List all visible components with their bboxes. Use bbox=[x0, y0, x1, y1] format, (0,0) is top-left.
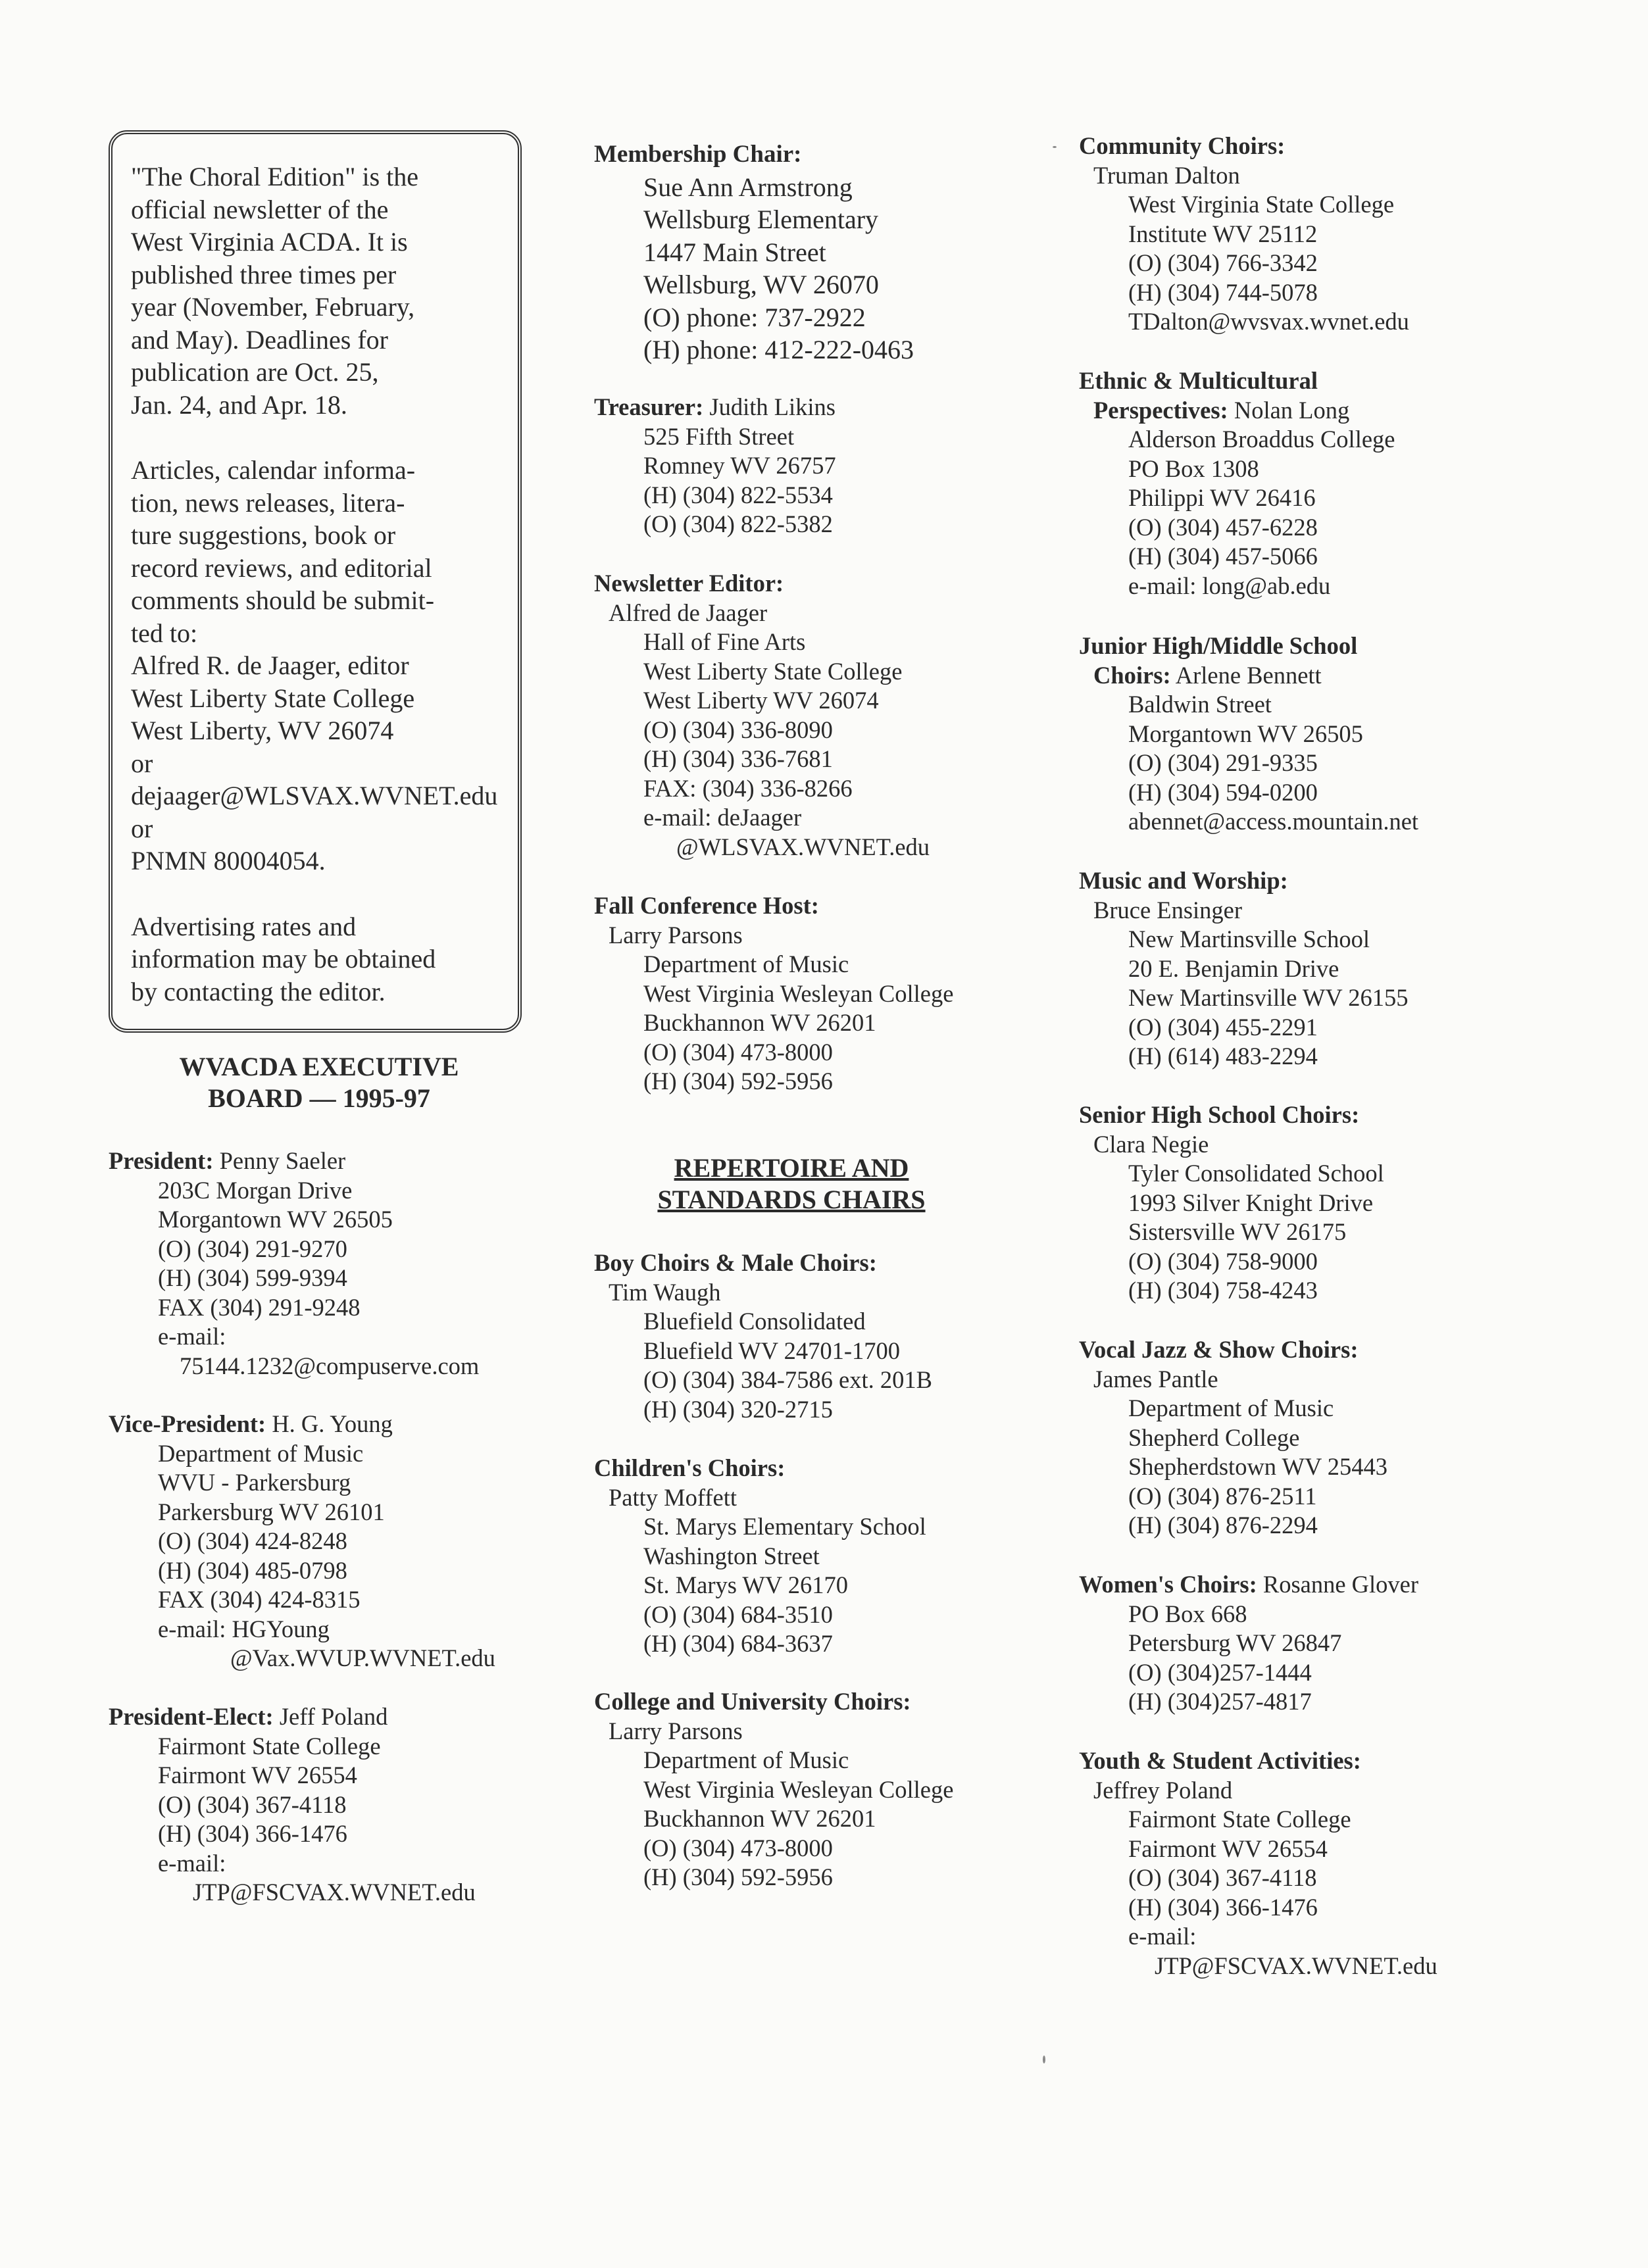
address-line: New Martinsville School bbox=[1128, 925, 1370, 952]
chair-name: James Pantle bbox=[1093, 1365, 1218, 1393]
address-line: Bluefield WV 24701-1700 bbox=[643, 1337, 900, 1364]
phone-line: (H) (304) 599-9394 bbox=[158, 1264, 347, 1291]
chair-name: Alfred de Jaager bbox=[609, 599, 768, 626]
email-label: e-mail: bbox=[158, 1323, 226, 1350]
phone-line: (H) (304) 366-1476 bbox=[158, 1820, 347, 1847]
phone-line: (O) (304) 455-2291 bbox=[1128, 1013, 1318, 1041]
address-line: Shepherdstown WV 25443 bbox=[1128, 1453, 1388, 1480]
email-address: JTP@FSCVAX.WVNET.edu bbox=[1155, 1952, 1437, 1979]
address-line: Washington Street bbox=[643, 1542, 820, 1569]
chair-role: Membership Chair: bbox=[594, 141, 802, 168]
phone-line: (O) (304) 876-2511 bbox=[1128, 1482, 1317, 1510]
fax-line: FAX (304) 291-9248 bbox=[158, 1293, 361, 1321]
chair-role: Women's Choirs: bbox=[1079, 1571, 1257, 1598]
phone-line: (H) (304) 592-5956 bbox=[643, 1068, 833, 1095]
scan-speck bbox=[1043, 2056, 1045, 2063]
chair-role: Ethnic & Multicultural bbox=[1079, 367, 1318, 394]
address-line: Department of Music bbox=[643, 1746, 849, 1773]
address-line: Department of Music bbox=[643, 950, 849, 977]
fall-conference-host bbox=[594, 891, 953, 1097]
phone-line: (H) (304)257-4817 bbox=[1128, 1688, 1312, 1715]
chair-role: Music and Worship: bbox=[1079, 867, 1288, 894]
phone-line: (O) (304) 457-6228 bbox=[1128, 513, 1318, 541]
address-line: Parkersburg WV 26101 bbox=[158, 1498, 385, 1525]
scan-speck bbox=[1053, 146, 1057, 148]
email-address: TDalton@wvsvax.wvnet.edu bbox=[1128, 308, 1409, 335]
address-line: West Virginia Wesleyan College bbox=[643, 979, 954, 1007]
chair-name: Rosanne Glover bbox=[1262, 1571, 1419, 1598]
address-line: West Liberty WV 26074 bbox=[643, 687, 879, 714]
address-line: Romney WV 26757 bbox=[643, 452, 836, 479]
chair-name: Tim Waugh bbox=[609, 1278, 721, 1306]
chair-vocal-jazz bbox=[1079, 1335, 1387, 1541]
phone-line: (O) (304) 384-7586 ext. 201B bbox=[643, 1366, 932, 1393]
address-line: Wellsburg Elementary bbox=[643, 205, 879, 234]
chair-music-worship bbox=[1079, 866, 1408, 1072]
chair-name: Arlene Bennett bbox=[1175, 661, 1322, 689]
email-address: e-mail: long@ab.edu bbox=[1128, 572, 1331, 599]
chair-role: Treasurer: bbox=[594, 393, 704, 420]
email-address: JTP@FSCVAX.WVNET.edu bbox=[193, 1879, 476, 1906]
chair-role: Fall Conference Host: bbox=[594, 892, 819, 919]
chair-womens-choirs bbox=[1079, 1570, 1418, 1717]
chair-role: Children's Choirs: bbox=[594, 1454, 786, 1481]
chair-boy-choirs bbox=[594, 1248, 932, 1424]
phone-line: (H) (304) 822-5534 bbox=[643, 481, 833, 508]
address-line: Buckhannon WV 26201 bbox=[643, 1805, 876, 1832]
phone-line: (H) (304) 485-0798 bbox=[158, 1556, 347, 1584]
officer-role: President-Elect: bbox=[109, 1703, 274, 1730]
address-line: Fairmont State College bbox=[1128, 1806, 1351, 1833]
address-line: PO Box 1308 bbox=[1128, 455, 1259, 482]
newsletter-editor bbox=[594, 569, 930, 862]
email-label: e-mail: deJaager bbox=[643, 804, 802, 831]
phone-line: (H) (304) 366-1476 bbox=[1128, 1893, 1318, 1921]
phone-line: (H) (304) 758-4243 bbox=[1128, 1277, 1318, 1304]
address-line: Shepherd College bbox=[1128, 1423, 1300, 1451]
chair-senior-high bbox=[1079, 1100, 1384, 1306]
address-line: Wellsburg, WV 26070 bbox=[643, 270, 879, 299]
officer-name: H. G. Young bbox=[272, 1410, 393, 1437]
chair-role-continued: Choirs: bbox=[1093, 661, 1171, 689]
chair-community-choirs bbox=[1079, 132, 1409, 337]
address-line: Department of Music bbox=[158, 1439, 364, 1467]
address-line: 525 Fifth Street bbox=[643, 422, 795, 450]
email-address: abennet@access.mountain.net bbox=[1128, 808, 1419, 835]
chair-childrens-choirs bbox=[594, 1454, 926, 1659]
phone-line: (H) (304) 744-5078 bbox=[1128, 278, 1318, 306]
chair-name: Nolan Long bbox=[1234, 396, 1350, 424]
phone-line: (H) (304) 320-2715 bbox=[643, 1395, 833, 1423]
address-line: WVU - Parkersburg bbox=[158, 1469, 351, 1496]
address-line: Morgantown WV 26505 bbox=[158, 1206, 393, 1233]
chair-role: Community Choirs: bbox=[1079, 132, 1286, 159]
address-line: Morgantown WV 26505 bbox=[1128, 720, 1363, 747]
address-line: Department of Music bbox=[1128, 1394, 1334, 1421]
officer-name: Penny Saeler bbox=[219, 1147, 346, 1174]
chair-name: Bruce Ensinger bbox=[1093, 896, 1243, 924]
address-line: St. Marys WV 26170 bbox=[643, 1571, 848, 1598]
phone-line: (H) (614) 483-2294 bbox=[1128, 1043, 1318, 1070]
address-line: West Liberty State College bbox=[643, 657, 903, 685]
address-line: Baldwin Street bbox=[1128, 691, 1272, 718]
officer-president-elect bbox=[109, 1702, 476, 1908]
chair-role: Newsletter Editor: bbox=[594, 570, 784, 597]
chair-name: Clara Negie bbox=[1093, 1130, 1209, 1158]
chair-role: Boy Choirs & Male Choirs: bbox=[594, 1249, 877, 1276]
chair-role: Junior High/Middle School bbox=[1079, 632, 1358, 659]
phone-line: (O) (304) 766-3342 bbox=[1128, 249, 1318, 276]
chair-role: College and University Choirs: bbox=[594, 1688, 911, 1715]
officer-role: President: bbox=[109, 1147, 214, 1174]
info-paragraph-1: "The Choral Edition" is the official newsletter of the West Virginia ACDA. It is published three times per year (November, February, and May). Deadlines for publication are Oct. 25, Jan. 24, and Apr. 18. bbox=[131, 162, 419, 420]
chair-name: Larry Parsons bbox=[609, 921, 743, 949]
phone-line: (O) phone: 737-2922 bbox=[643, 302, 866, 332]
address-line: 1447 Main Street bbox=[643, 237, 826, 267]
chair-name: Truman Dalton bbox=[1093, 161, 1240, 189]
chair-youth-student bbox=[1079, 1746, 1437, 1981]
treasurer bbox=[594, 393, 836, 539]
phone-line: (H) (304) 594-0200 bbox=[1128, 778, 1318, 806]
chair-name: Sue Ann Armstrong bbox=[643, 172, 853, 202]
address-line: Buckhannon WV 26201 bbox=[643, 1009, 876, 1036]
chair-college-choirs bbox=[594, 1687, 953, 1892]
phone-line: (O) (304) 291-9270 bbox=[158, 1235, 347, 1262]
address-line: 1993 Silver Knight Drive bbox=[1128, 1189, 1374, 1216]
officer-role: Vice-President: bbox=[109, 1410, 266, 1437]
address-line: Fairmont WV 26554 bbox=[1128, 1835, 1328, 1862]
email-address: @WLSVAX.WVNET.edu bbox=[676, 833, 930, 860]
phone-line: (O) (304) 367-4118 bbox=[1128, 1864, 1317, 1891]
phone-line: (O) (304) 367-4118 bbox=[158, 1790, 347, 1818]
chair-name: Jeffrey Poland bbox=[1093, 1776, 1233, 1804]
officer-vice-president bbox=[109, 1410, 495, 1673]
phone-line: (O) (304)257-1444 bbox=[1128, 1658, 1312, 1686]
phone-line: (O) (304) 291-9335 bbox=[1128, 749, 1318, 776]
chair-name: Patty Moffett bbox=[609, 1483, 737, 1511]
address-line: St. Marys Elementary School bbox=[643, 1513, 926, 1540]
chair-name: Larry Parsons bbox=[609, 1717, 743, 1744]
address-line: 20 E. Benjamin Drive bbox=[1128, 954, 1339, 982]
address-line: Fairmont State College bbox=[158, 1732, 381, 1760]
chair-role: Youth & Student Activities: bbox=[1079, 1747, 1361, 1774]
address-line: Bluefield Consolidated bbox=[643, 1308, 866, 1335]
address-line: Petersburg WV 26847 bbox=[1128, 1629, 1342, 1656]
phone-line: (O) (304) 684-3510 bbox=[643, 1600, 833, 1628]
chair-role: Vocal Jazz & Show Choirs: bbox=[1079, 1336, 1359, 1363]
repertoire-title: REPERTOIRE AND STANDARDS CHAIRS bbox=[657, 1153, 926, 1214]
email-address: 75144.1232@compuserve.com bbox=[180, 1352, 480, 1379]
address-line: Tyler Consolidated School bbox=[1128, 1160, 1384, 1187]
phone-line: (H) (304) 457-5066 bbox=[1128, 543, 1318, 570]
address-line: PO Box 668 bbox=[1128, 1600, 1247, 1627]
address-line: Hall of Fine Arts bbox=[643, 628, 806, 655]
address-line: West Virginia Wesleyan College bbox=[643, 1775, 954, 1803]
fax-line: FAX: (304) 336-8266 bbox=[643, 774, 853, 802]
info-paragraph-3: Advertising rates and information may be obtained by contacting the editor. bbox=[131, 911, 436, 1006]
email-address: @Vax.WVUP.WVNET.edu bbox=[230, 1644, 495, 1671]
phone-line: (H) (304) 336-7681 bbox=[643, 745, 833, 772]
address-line: Philippi WV 26416 bbox=[1128, 484, 1316, 511]
email-label: e-mail: HGYoung bbox=[158, 1615, 330, 1642]
address-line: Alderson Broaddus College bbox=[1128, 426, 1395, 453]
chair-name: Judith Likins bbox=[709, 393, 836, 420]
board-title: WVACDA EXECUTIVE BOARD — 1995-97 bbox=[179, 1052, 459, 1113]
address-line: Fairmont WV 26554 bbox=[158, 1762, 357, 1788]
phone-line: (O) (304) 473-8000 bbox=[643, 1038, 833, 1066]
email-label: e-mail: bbox=[158, 1849, 226, 1877]
chair-ethnic-multicultural bbox=[1079, 366, 1395, 601]
info-paragraph-2: Articles, calendar informa- tion, news releases, litera- ture suggestions, book or record reviews, and editorial comments should be submit- ted to: Alfred R. de Jaager, editor West Liberty State College West Liberty, WV 26074 or dejaager@WLSVAX.WVNET.edu or PNMN 80004054. bbox=[131, 455, 498, 875]
officer-president bbox=[109, 1146, 479, 1381]
membership-chair bbox=[594, 137, 914, 366]
phone-line: (H) (304) 876-2294 bbox=[1128, 1512, 1318, 1539]
officer-name: Jeff Poland bbox=[279, 1703, 388, 1730]
newsletter-info-box bbox=[109, 130, 522, 1033]
chair-junior-high bbox=[1079, 631, 1418, 837]
phone-line: (O) (304) 336-8090 bbox=[643, 716, 833, 743]
chair-role: Senior High School Choirs: bbox=[1079, 1101, 1360, 1128]
fax-line: FAX (304) 424-8315 bbox=[158, 1586, 361, 1613]
chair-role-continued: Perspectives: bbox=[1093, 396, 1228, 424]
address-line: New Martinsville WV 26155 bbox=[1128, 984, 1409, 1011]
phone-line: (O) (304) 758-9000 bbox=[1128, 1247, 1318, 1275]
phone-line: (O) (304) 473-8000 bbox=[643, 1834, 833, 1861]
address-line: Institute WV 25112 bbox=[1128, 220, 1318, 247]
address-line: 203C Morgan Drive bbox=[158, 1176, 353, 1204]
email-label: e-mail: bbox=[1128, 1923, 1197, 1950]
phone-line: (H) phone: 412-222-0463 bbox=[643, 335, 914, 364]
phone-line: (H) (304) 684-3637 bbox=[643, 1630, 833, 1657]
phone-line: (O) (304) 424-8248 bbox=[158, 1527, 347, 1554]
address-line: West Virginia State College bbox=[1128, 191, 1395, 218]
phone-line: (H) (304) 592-5956 bbox=[643, 1863, 833, 1890]
phone-line: (O) (304) 822-5382 bbox=[643, 510, 833, 537]
address-line: Sistersville WV 26175 bbox=[1128, 1218, 1347, 1245]
